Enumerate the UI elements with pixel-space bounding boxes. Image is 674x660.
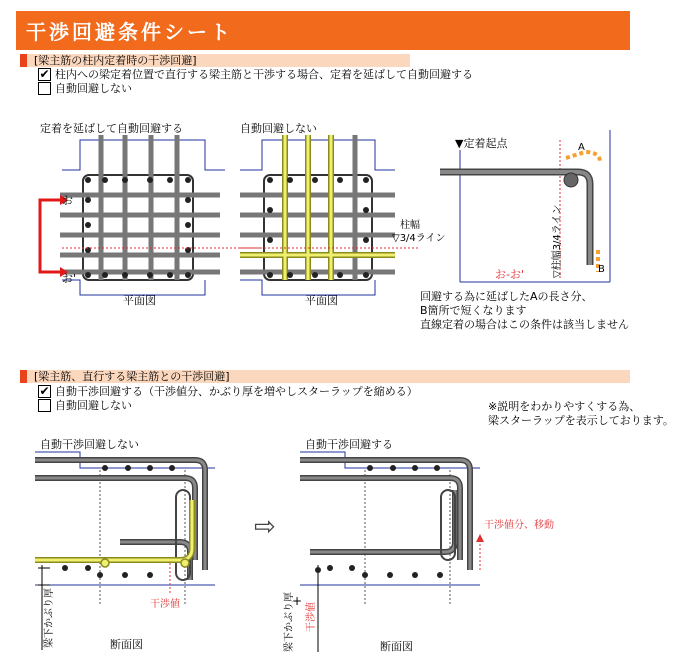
- label-o: お: [62, 194, 73, 207]
- section-view-right: [282, 452, 554, 652]
- section-oo-label: お-お': [495, 268, 524, 281]
- note-line-3: 直線定着の場合はこの条件は該当しません: [420, 318, 629, 331]
- plan-view-left: [40, 135, 260, 295]
- section2-option2-label: 自動回避しない: [55, 399, 132, 412]
- rotated-line-label: ▽柱幅3/4ライン: [552, 204, 563, 278]
- page-title: 干渉回避条件シート: [26, 20, 233, 44]
- diagram-mid-title: 自動回避しない: [240, 122, 317, 135]
- cover-label: 梁下かぶり厚: [44, 588, 55, 648]
- section-label-left: 断面図: [110, 638, 143, 651]
- section1-heading: [梁主筋の柱内定着時の干渉回避]: [34, 54, 197, 67]
- section2-note-line-1: ※説明をわかりやすくする為、: [488, 400, 641, 413]
- anchor-start-label: ▼定着起点: [455, 137, 508, 150]
- plus-label: +: [292, 594, 303, 608]
- line-label: ▽3/4ライン: [392, 233, 446, 244]
- section-label-right: 断面図: [380, 640, 413, 653]
- section2-heading: [梁主筋、直行する梁主筋との干渉回避]: [34, 370, 230, 383]
- column-width-label: 柱幅: [400, 220, 420, 231]
- plan-view-mid: [240, 135, 445, 295]
- interference-label: 干渉値: [150, 599, 180, 610]
- note-line-2: B箇所で短くなります: [420, 304, 527, 317]
- section2-diagrams: [0, 430, 647, 658]
- section1-option1-label: 柱内への梁定着位置で直行する梁主筋と干渉する場合、定着を延ばして自動回避する: [55, 68, 473, 81]
- cover-label-2: 梁下かぶり厚: [284, 592, 295, 652]
- section2-option1-label: 自動干渉回避する（干渉値分、かぶり厚を増やしスターラップを縮める）: [55, 385, 418, 398]
- plan-label-left: 平面図: [123, 294, 156, 307]
- interference-label-2: 干渉値: [306, 602, 317, 632]
- section-marker: [20, 54, 27, 67]
- anchorage-detail: [440, 130, 610, 282]
- section1-option1-checkbox[interactable]: ✔: [39, 67, 50, 81]
- section2-header: [20, 370, 630, 383]
- diagram-left-title-2: 自動干渉回避しない: [40, 438, 139, 451]
- section1-diagrams: [0, 100, 647, 340]
- title-bar: [16, 11, 630, 49]
- label-o-prime: お': [62, 272, 77, 285]
- arrow-icon: ⇨: [254, 512, 276, 542]
- section2-note-line-2: 梁スターラップを表示しております。: [488, 414, 674, 427]
- section-view-left: [35, 452, 215, 650]
- section-marker: [20, 370, 27, 383]
- label-A: A: [578, 142, 585, 153]
- section2-option1-checkbox[interactable]: ✔: [39, 384, 50, 398]
- section1-option2-checkbox[interactable]: [38, 82, 51, 95]
- diagram-left-title: 定着を延ばして自動回避する: [40, 122, 183, 135]
- section1-option2-label: 自動回避しない: [55, 82, 132, 95]
- plan-label-mid: 平面図: [305, 294, 338, 307]
- section1-header: [20, 54, 410, 67]
- section2-option2-checkbox[interactable]: [38, 399, 51, 412]
- diagram-right-title-2: 自動干渉回避する: [305, 438, 393, 451]
- move-label: 干渉値分、移動: [484, 520, 554, 531]
- title-divider: [16, 49, 630, 50]
- note-line-1: 回避する為に延ばしたAの長さ分、: [420, 290, 593, 303]
- label-B: B: [598, 264, 605, 275]
